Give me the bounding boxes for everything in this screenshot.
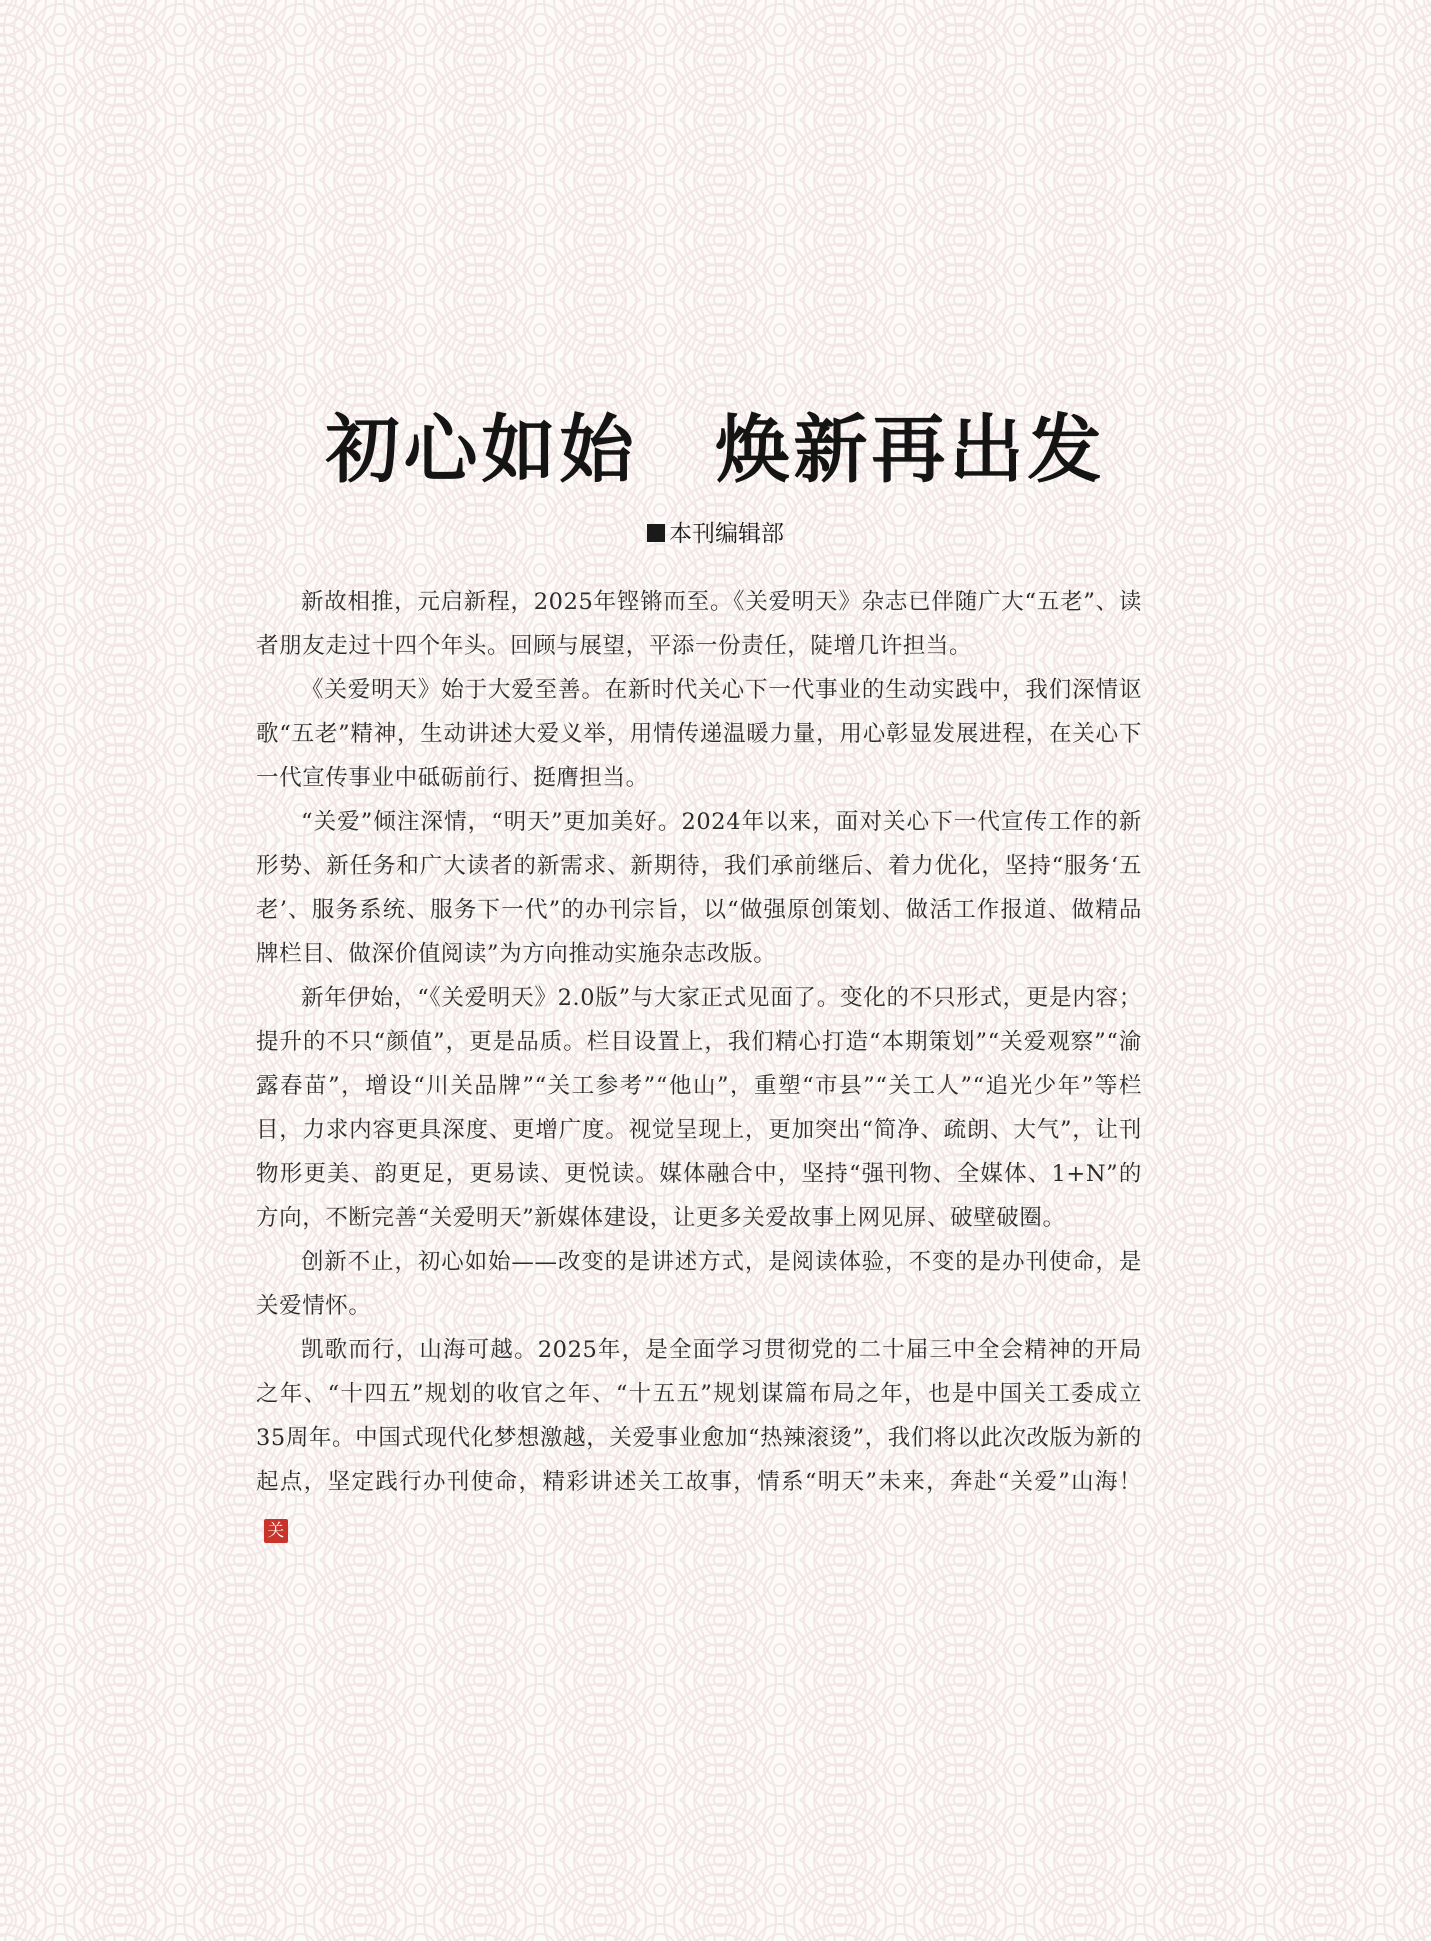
paragraph-6: [256, 1328, 1142, 1548]
square-bullet-icon: [647, 524, 665, 542]
byline: [0, 518, 1431, 550]
end-mark-icon: 关: [264, 1519, 288, 1543]
paragraph-2: 《关爱明天》始于大爱至善。在新时代关心下一代事业的生动实践中，我们深情讴歌“五老”精神，生动讲述大爱义举，用情传递温暖力量，用心彰显发展进程，在关心下一代宣传事业中砥砺前行、挺膺担当。: [256, 677, 1142, 791]
byline-text: 本刊编辑部: [669, 521, 784, 547]
paragraph-4: 新年伊始，“《关爱明天》2.0版”与大家正式见面了。变化的不只形式，更是内容；提升的不只“颜值”，更是品质。栏目设置上，我们精心打造“本期策划”“关爱观察”“渝露春苗”，增设“川关品牌”“关工参考”“他山”，重塑“市县”“关工人”“追光少年”等栏目，力求内容更具深度、更增广度。视觉呈现上，更加突出“简净、疏朗、大气”，让刊物形更美、韵更足，更易读、更悦读。媒体融合中，坚持“强刊物、全媒体、1+N”的方向，不断完善“关爱明天”新媒体建设，让更多关爱故事上网见屏、破壁破圈。: [256, 985, 1142, 1231]
paragraph-5: 创新不止，初心如始——改变的是讲述方式，是阅读体验，不变的是办刊使命，是关爱情怀。: [256, 1249, 1142, 1319]
paragraph-3: “关爱”倾注深情，“明天”更加美好。2024年以来，面对关心下一代宣传工作的新形势、新任务和广大读者的新需求、新期待，我们承前继后、着力优化，坚持“服务‘五老’、服务系统、服务下一代”的办刊宗旨，以“做强原创策划、做活工作报道、做精品牌栏目、做深价值阅读”为方向推动实施杂志改版。: [256, 809, 1142, 967]
paragraph-6-text: 凯歌而行，山海可越。2025年，是全面学习贯彻党的二十届三中全会精神的开局之年、“十四五”规划的收官之年、“十五五”规划谋篇布局之年，也是中国关工委成立35周年。中国式现代化梦想激越，关爱事业愈加“热辣滚烫”，我们将以此次改版为新的起点，坚定践行办刊使命，精彩讲述关工故事，情系“明天”未来，奔赴“关爱”山海！: [256, 1337, 1142, 1495]
article-title: 初心如始 焕新再出发: [325, 407, 1106, 493]
paragraph-1: 新故相推，元启新程，2025年铿锵而至。《关爱明天》杂志已伴随广大“五老”、读者朋友走过十四个年头。回顾与展望，平添一份责任，陡增几许担当。: [256, 589, 1142, 659]
article-body: [256, 580, 1142, 1548]
